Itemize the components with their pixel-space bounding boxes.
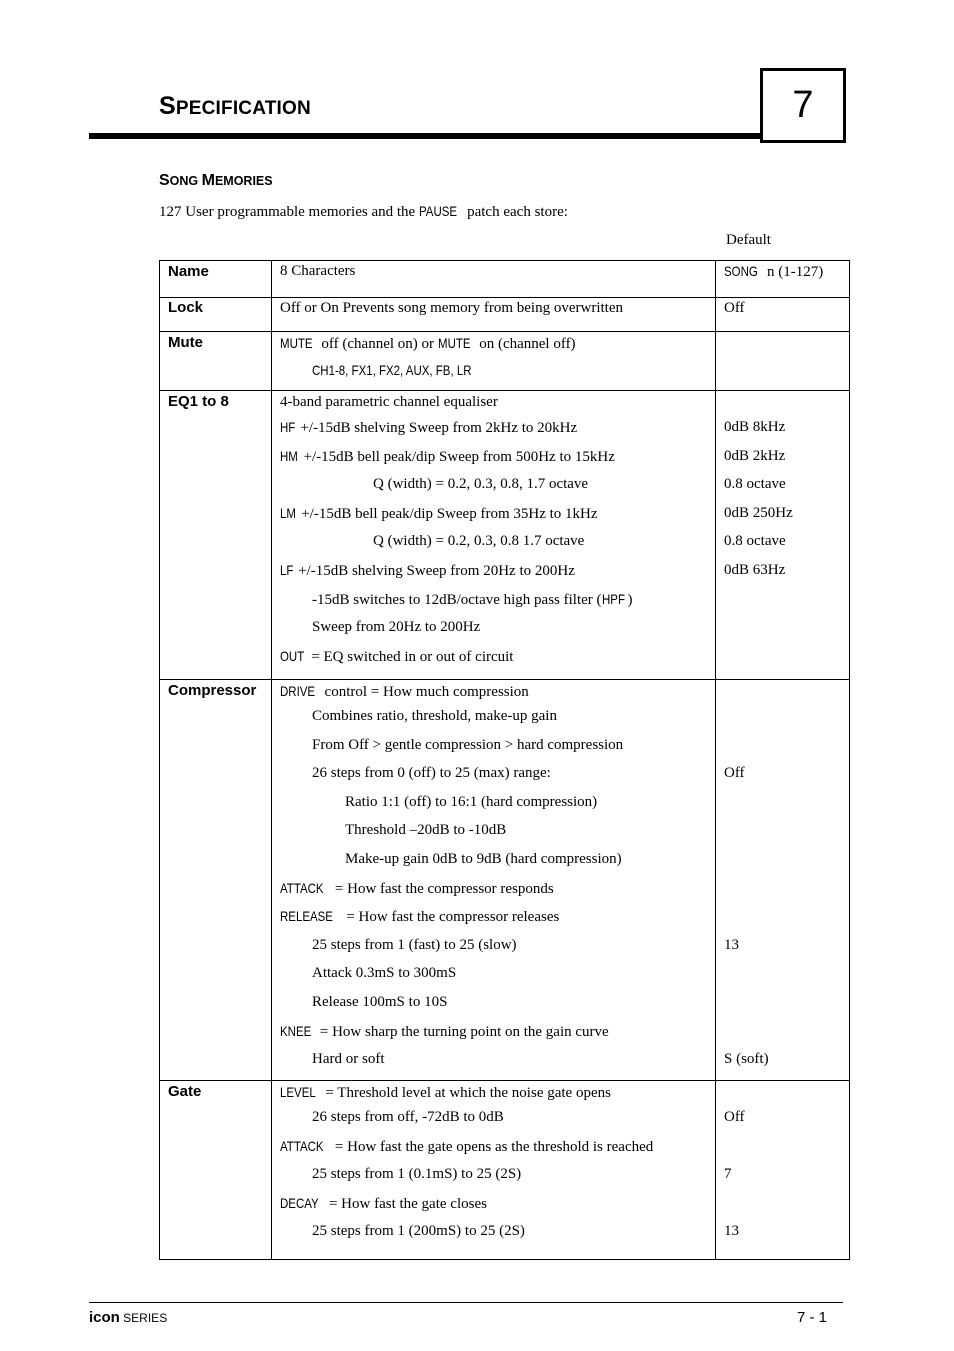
eq-hf: HF +/-15dB shelving Sweep from 2kHz to 20kHz xyxy=(280,419,578,436)
section-intro: 127 User programmable memories and the PAUSE patch each store: xyxy=(159,203,568,220)
row-label: Mute xyxy=(168,334,203,351)
comp-default-ar: 13 xyxy=(724,936,739,953)
eq-default-lf: 0dB 63Hz xyxy=(724,561,786,578)
table-row-eq xyxy=(160,390,849,679)
eq-default-lm: 0dB 250Hz xyxy=(724,504,793,521)
gate-decay-steps: 25 steps from 1 (200mS) to 25 (2S) xyxy=(312,1223,525,1240)
table-row-gate xyxy=(160,1080,849,1259)
gate-default-decay: 13 xyxy=(724,1223,739,1240)
eq-hm-q: Q (width) = 0.2, 0.3, 0.8, 1.7 octave xyxy=(373,476,589,493)
gate-attack-steps: 25 steps from 1 (0.1mS) to 25 (2S) xyxy=(312,1166,522,1183)
eq-hm: HM +/-15dB bell peak/dip Sweep from 500Hz to 15kHz xyxy=(280,447,615,465)
comp-makeup: Make-up gain 0dB to 9dB (hard compression) xyxy=(345,850,622,867)
comp-drive: DRIVE control = How much compression xyxy=(280,683,529,700)
row-label: EQ1 to 8 xyxy=(168,393,229,410)
row-label: Gate xyxy=(168,1083,202,1100)
comp-knee: KNEE = How sharp the turning point on the gain curve xyxy=(280,1022,609,1040)
chapter-title: SPECIFICATION xyxy=(159,92,311,120)
table-row-mute xyxy=(160,331,849,390)
comp-from: From Off > gentle compression > hard compression xyxy=(312,736,624,753)
section-heading: SONG MEMORIES xyxy=(159,172,273,189)
comp-ar-steps: 25 steps from 1 (fast) to 25 (slow) xyxy=(312,936,517,953)
row-description: MUTE off (channel on) or MUTE on (channel off) xyxy=(280,335,576,352)
footer-brand: icon SERIES xyxy=(89,1309,168,1326)
comp-ratio: Ratio 1:1 (off) to 16:1 (hard compression) xyxy=(345,793,598,810)
comp-attack-range: Attack 0.3mS to 300mS xyxy=(312,965,457,982)
comp-attack: ATTACK = How fast the compressor responds xyxy=(280,879,554,897)
table-row-name xyxy=(160,261,849,297)
gate-default-level: Off xyxy=(724,1109,745,1125)
row-default: SONG n (1-127) xyxy=(724,263,824,280)
gate-decay: DECAY = How fast the gate closes xyxy=(280,1194,487,1212)
eq-lm-q: Q (width) = 0.2, 0.3, 0.8 1.7 octave xyxy=(373,533,585,550)
eq-default-hm: 0dB 2kHz xyxy=(724,447,786,464)
eq-hpf-sweep: Sweep from 20Hz to 200Hz xyxy=(312,619,481,636)
table-row-compressor xyxy=(160,679,849,1080)
page-number: 7 - 1 xyxy=(796,1309,827,1326)
comp-combines: Combines ratio, threshold, make-up gain xyxy=(312,708,557,724)
title-rule xyxy=(89,133,761,139)
row-default: Off xyxy=(724,300,745,316)
gate-level: LEVEL = Threshold level at which the noise gate opens xyxy=(280,1084,611,1101)
comp-release-range: Release 100mS to 10S xyxy=(312,993,448,1010)
eq-lm: LM +/-15dB bell peak/dip Sweep from 35Hz to 1kHz xyxy=(280,504,598,522)
comp-release: RELEASE = How fast the compressor releases xyxy=(280,908,560,926)
comp-steps: 26 steps from 0 (off) to 25 (max) range: xyxy=(312,765,551,782)
footer-rule xyxy=(89,1302,843,1303)
eq-default-lm-q: 0.8 octave xyxy=(724,533,786,550)
default-column-header: Default xyxy=(726,232,771,248)
row-label: Compressor xyxy=(168,682,257,699)
eq-out: OUT = EQ switched in or out of circuit xyxy=(280,647,514,665)
eq-lf: LF +/-15dB shelving Sweep from 20Hz to 200Hz xyxy=(280,561,575,579)
row-description: 8 Characters xyxy=(280,263,356,279)
row-label: Name xyxy=(168,263,209,280)
gate-level-steps: 26 steps from off, -72dB to 0dB xyxy=(312,1109,504,1125)
spec-table xyxy=(159,260,850,1260)
mute-channels: CH1-8, FX1, FX2, AUX, FB, LR xyxy=(312,362,472,378)
comp-knee-options: Hard or soft xyxy=(312,1051,385,1068)
row-description: Off or On Prevents song memory from being overwritten xyxy=(280,300,623,316)
comp-default-drive: Off xyxy=(724,765,745,782)
gate-attack: ATTACK = How fast the gate opens as the threshold is reached xyxy=(280,1137,654,1155)
eq-intro: 4-band parametric channel equaliser xyxy=(280,394,498,410)
eq-hpf: -15dB switches to 12dB/octave high pass filter (HPF ) xyxy=(312,590,633,608)
eq-default-hm-q: 0.8 octave xyxy=(724,476,786,493)
chapter-number: 7 xyxy=(760,68,846,143)
eq-default-hf: 0dB 8kHz xyxy=(724,419,786,435)
comp-default-knee: S (soft) xyxy=(724,1051,769,1068)
table-row-lock xyxy=(160,297,849,331)
comp-threshold: Threshold –20dB to -10dB xyxy=(345,822,507,839)
row-label: Lock xyxy=(168,299,204,316)
gate-default-attack: 7 xyxy=(724,1166,732,1183)
